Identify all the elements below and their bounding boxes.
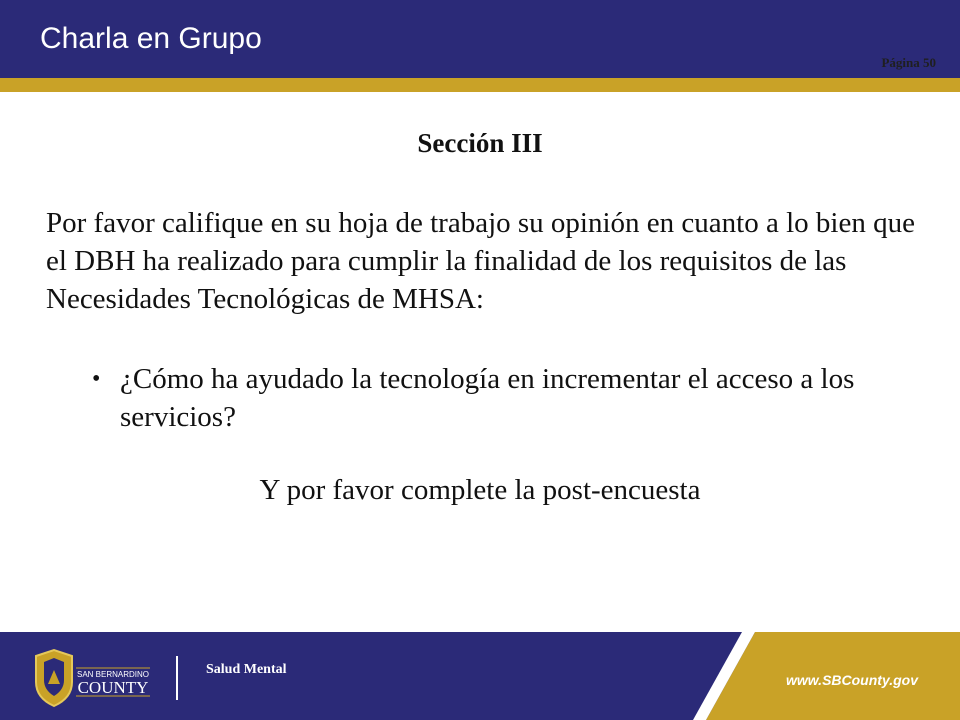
bullet-text: ¿Cómo ha ayudado la tecnología en incrementar el acceso a los servicios? — [120, 363, 855, 433]
logo-title: COUNTY — [77, 678, 149, 697]
department-label: Salud Mental — [206, 662, 287, 677]
county-seal-icon — [32, 646, 152, 710]
instruction-paragraph: Por favor califique en su hoja de trabajo su opinión en cuanto a lo bien que el DBH ha realizado para cumplir la finalidad de los requisitos de las Necesidades Tecnológicas de MHSA: — [46, 207, 915, 315]
closing-line: Y por favor complete la post-encuesta — [259, 474, 701, 506]
county-logo — [32, 646, 152, 710]
header-accent-strip — [0, 78, 960, 92]
website-link[interactable]: www.SBCounty.gov — [786, 672, 918, 688]
section-title: Sección III — [417, 128, 543, 158]
header-title: Charla en Grupo — [40, 22, 262, 55]
bullet-marker: • — [92, 366, 101, 392]
footer-divider — [176, 656, 178, 700]
footer — [0, 632, 960, 720]
page-number: Página 50 — [881, 55, 936, 70]
logo-subtitle: SAN BERNARDINO — [76, 670, 150, 679]
bullet-item — [92, 360, 880, 436]
